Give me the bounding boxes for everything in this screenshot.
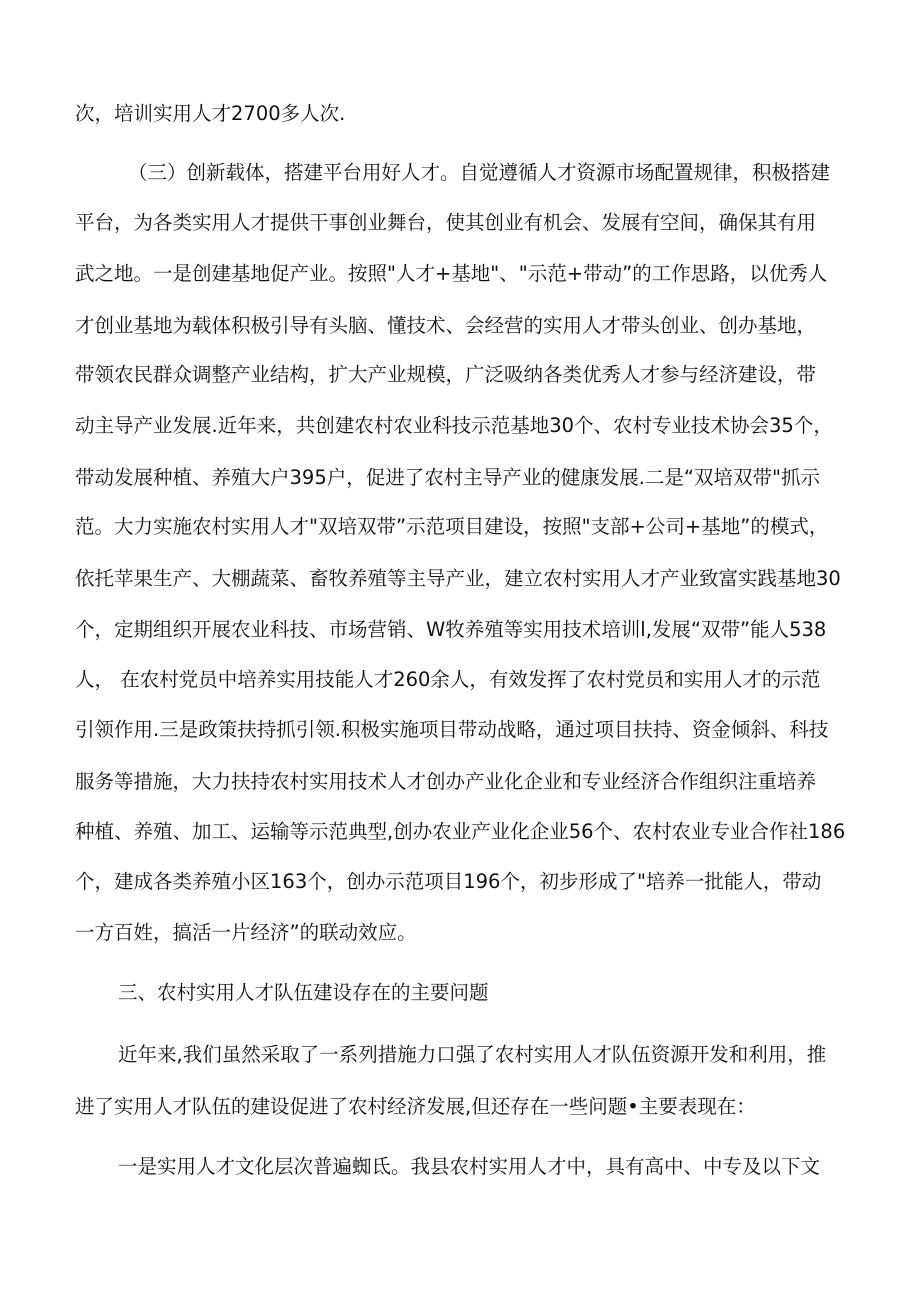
- text-line: 带动发展种植、养殖大户395户，促进了农村主导产业的健康发展.二是“双培双带"抓示: [75, 466, 820, 489]
- text-line: 服务等措施，大力扶持农村实用技术人才创办产业化企业和专业经济合作组织注重培养: [75, 770, 817, 793]
- section-heading: 三、农村实用人才队伍建设存在的主要问题: [118, 981, 489, 1004]
- text-line: 依托苹果生产、大棚蔬菜、畜牧养殖等主导产业，建立农村实用人才产业致富实践基地30: [75, 567, 841, 590]
- text-line: （三）创新载体，搭建平台用好人才。自觉遵循人才资源市场配置规律，积极搭建: [128, 161, 831, 184]
- text-line: 一方百姓，搞活一片经济”的联动效应。: [75, 921, 417, 944]
- text-line: 次，培训实用人才2700多人次.: [75, 102, 346, 125]
- text-line: 才创业基地为载体积极引导有头脑、懂技术、会经营的实用人才带头创业、创办基地，: [75, 314, 817, 337]
- text-line: 个，定期组织开展农业科技、市场营销、W牧养殖等实用技术培训l,发展“双带”能人538: [75, 618, 827, 641]
- text-line: 武之地。一是创建基地促产业。按照"人才+基地"、"示范+带动”的工作思路，以优秀人: [75, 262, 828, 285]
- text-line: 人， 在农村党员中培养实用技能人才260余人，有效发挥了农村党员和实用人才的示范: [75, 668, 821, 691]
- text-line: 带领农民群众调整产业结构，扩大产业规模，广泛吸纳各类优秀人才参与经济建设，带: [75, 363, 817, 386]
- text-line: 范。大力实施农村实用人才"双培双带”示范项目建设，按照"支部+公司+基地”的模式，: [75, 515, 829, 538]
- text-line: 种植、养殖、加工、运输等示范典型,创办农业产业化企业56个、农村农业专业合作社186: [75, 820, 846, 843]
- text-line: 引领作用.三是政策扶持抓引领.积极实施项目带动战略，通过项目扶持、资金倾斜、科技: [75, 718, 829, 741]
- text-line: 一是实用人才文化层次普遍蜘氐。我县农村实用人才中，具有高中、中专及以下文: [118, 1155, 821, 1178]
- text-line: 进了实用人才队伍的建设促进了农村经济发展,但还存在一些问题•主要表现在：: [75, 1095, 756, 1118]
- text-line: 近年来,我们虽然采取了一系列措施力口强了农村实用人才队伍资源开发和利用，推: [118, 1043, 827, 1066]
- text-line: 平台，为各类实用人才提供干事创业舞台，使其创业有机会、发展有空间，确保其有用: [75, 211, 817, 234]
- text-line: 个，建成各类养殖小区163个，创办示范项目196个，初步形成了"培养一批能人，带动: [75, 870, 822, 893]
- text-line: 动主导产业发展.近年来，共创建农村农业科技示范基地30个、农村专业技术协会35个，: [75, 414, 833, 437]
